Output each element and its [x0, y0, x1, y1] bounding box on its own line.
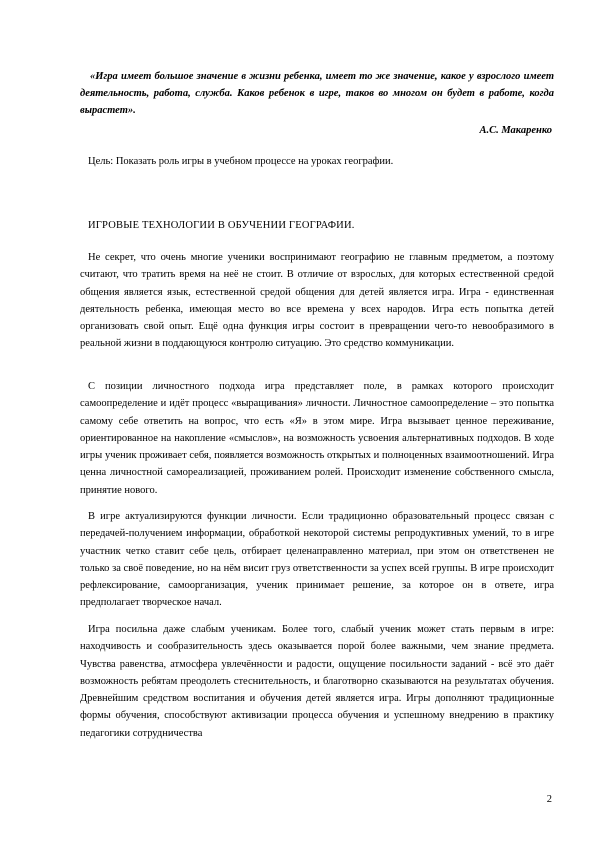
paragraph: Игра посильна даже слабым ученикам. Более того, слабый ученик может стать первым в игре: находчивость и сообразительность здесь оказывается порой более важными, чем знание предмета. Чувства равенства, атмосфера увлечённости и радости, ощущение посильности заданий - всё это даёт возможность ребятам преодолеть стеснительность, и благотворно сказываются на результатах обучения. Древнейшим средством воспитания и обучения детей является игра. Игры дополняют традиционные формы обучения, способствуют активизации процесса обучения и успешному внедрению в практику педагогики сотрудничества	[80, 624, 554, 739]
page-number: 2	[546, 794, 552, 805]
epigraph-quote: «Игра имеет большое значение в жизни ребенка, имеет то же значение, какое у взрослого имеет деятельность, работа, служба. Каков ребенок в игре, таков во многом он будет в работе, когда вырастет».	[80, 70, 554, 116]
paragraph: С позиции личностного подхода игра представляет поле, в рамках которого происходит самоопределение и идёт процесс «выращивания» личности. Личностное самоопределение – это попытка самому себе ответить на вопрос, что есть «Я» в этом мире. Игра вызывает ценное переживание, ориентированное на накопление «смыслов», на возможность усвоения альтернативных подходов. В ходе игры ученик проживает себя, появляется возможность открытых и полноценных взаимоотношений. Игра ценна личностной самореализацией, проживанием ролей. Происходит изменение собственного смысла, принятие нового.	[80, 381, 554, 496]
paragraph: В игре актуализируются функции личности. Если традиционно образовательный процесс связан с передачей-получением информации, обработкой некоторой системы репродуктивных умений, то в игре участник четко ставит себе цель, отбирает целенаправленно материал, при этом он ответственен не только за своё поведение, но на нём висит груз ответственности за успех всей группы. В игре происходит рефлексирование, самоорганизация, ученик принимает решение, за которое он в ответе, игра предполагает творческое начал.	[80, 511, 554, 609]
goal-statement: Цель: Показать роль игры в учебном процессе на уроках географии.	[88, 156, 394, 167]
paragraph: Не секрет, что очень многие ученики воспринимают географию не главным предметом, а поэтому считают, что тратить время на неё не стоит. В отличие от взрослых, для которых естественной средой общения является язык, естественной средой общения для детей является игра. Игра - единственная деятельность ребенка, имеющая место во все времена у всех народов. Игра есть попытка детей организовать свой опыт. Ещё одна функция игры состоит в превращении чего-то невообразимого в реальной жизни в поддающуюся контролю ситуацию. Это средство коммуникации.	[80, 252, 554, 350]
section-heading: ИГРОВЫЕ ТЕХНОЛОГИИ В ОБУЧЕНИИ ГЕОГРАФИИ.	[88, 220, 355, 231]
epigraph-author: А.С. Макаренко	[479, 125, 552, 136]
